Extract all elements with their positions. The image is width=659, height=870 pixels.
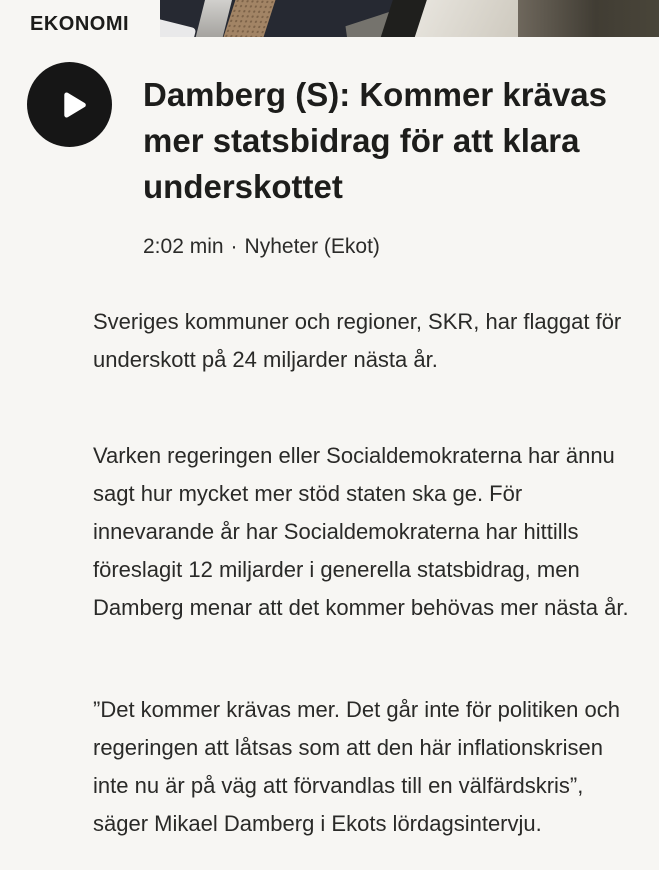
bullet-circle-icon [60, 702, 71, 713]
duration-label: 2:02 min [143, 235, 224, 258]
header-photo [160, 0, 659, 37]
play-icon [48, 86, 92, 124]
title-line: Damberg (S): Kommer krävas [143, 76, 607, 113]
bullet-circle-icon [60, 314, 71, 325]
list-item [60, 437, 635, 627]
list-item [60, 691, 635, 843]
section-label[interactable]: EKONOMI [30, 13, 130, 35]
article-title [143, 72, 607, 210]
photo-right-background [518, 0, 659, 37]
list-item [60, 303, 635, 379]
bullet-list [60, 303, 635, 843]
bullet-text: ”Det kommer krävas mer. Det går inte för politiken och regeringen att låtsas som att den här inflationskrisen inte nu är på väg att förvandlas till en välfärdskris”, säger Mikael Damberg i Ekots lördagsintervju. [93, 697, 620, 836]
bullet-text: Sveriges kommuner och regioner, SKR, har flaggat för underskott på 24 miljarder nästa år. [93, 309, 622, 372]
bullet-circle-icon [60, 448, 71, 459]
bullet-text: Varken regeringen eller Socialdemokraterna har ännu sagt hur mycket mer stöd staten ska ge. För innevarande år har Socialdemokraterna har hittills föreslagit 12 miljarder i generella statsbidrag, men Damberg menar att det kommer behövas mer nästa år. [93, 443, 629, 620]
photo-shirt-cuff [160, 18, 196, 37]
title-line: mer statsbidrag för att klara [143, 122, 580, 159]
play-button[interactable] [27, 62, 112, 147]
meta-separator: · [230, 235, 238, 258]
title-line: underskottet [143, 168, 343, 205]
article-meta [143, 235, 380, 259]
program-label: Nyheter (Ekot) [244, 235, 380, 258]
